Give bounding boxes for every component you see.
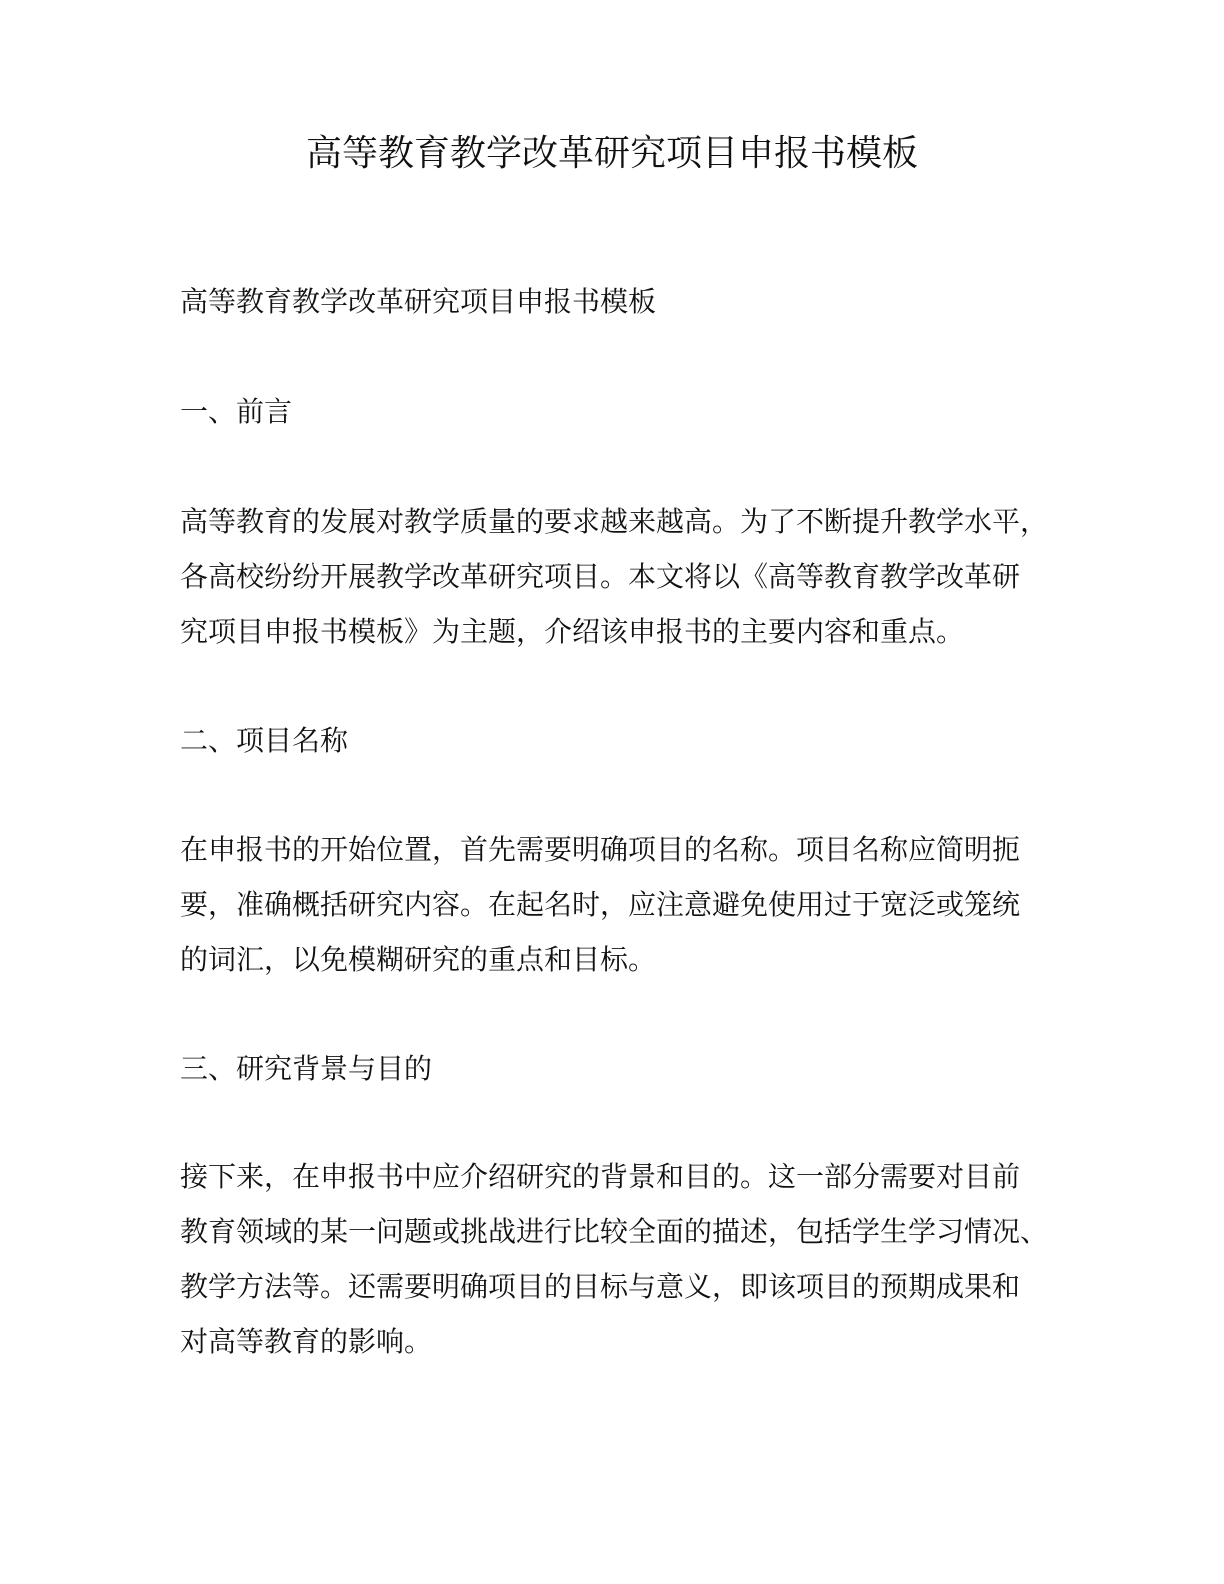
document-subtitle: 高等教育教学改革研究项目申报书模板 <box>180 285 657 318</box>
paragraph-line: 高等教育的发展对教学质量的要求越来越高。为了不断提升教学水平， <box>180 505 1049 538</box>
section-heading-project-name: 二、项目名称 <box>180 724 349 757</box>
section-heading-background: 三、研究背景与目的 <box>180 1052 433 1085</box>
paragraph-line: 的词汇，以免模糊研究的重点和目标。 <box>180 943 657 976</box>
paragraph-line: 各高校纷纷开展教学改革研究项目。本文将以《高等教育教学改革研 <box>180 560 1021 593</box>
paragraph-line: 接下来，在申报书中应介绍研究的背景和目的。这一部分需要对目前 <box>180 1160 1021 1193</box>
paragraph-line: 教学方法等。还需要明确项目的目标与意义，即该项目的预期成果和 <box>180 1270 1021 1303</box>
paragraph-line: 在申报书的开始位置，首先需要明确项目的名称。项目名称应简明扼 <box>180 833 1021 866</box>
section-paragraph-project-name <box>180 822 1080 987</box>
section-paragraph-background <box>180 1149 1080 1369</box>
paragraph-line: 对高等教育的影响。 <box>180 1325 433 1358</box>
paragraph-line: 要，准确概括研究内容。在起名时，应注意避免使用过于宽泛或笼统 <box>180 888 1021 921</box>
section-paragraph-preface <box>180 494 1080 659</box>
section-heading-preface: 一、前言 <box>180 395 293 428</box>
paragraph-line: 教育领域的某一问题或挑战进行比较全面的描述，包括学生学习情况、 <box>180 1215 1049 1248</box>
document-title: 高等教育教学改革研究项目申报书模板 <box>305 133 918 174</box>
paragraph-line: 究项目申报书模板》为主题，介绍该申报书的主要内容和重点。 <box>180 615 965 648</box>
